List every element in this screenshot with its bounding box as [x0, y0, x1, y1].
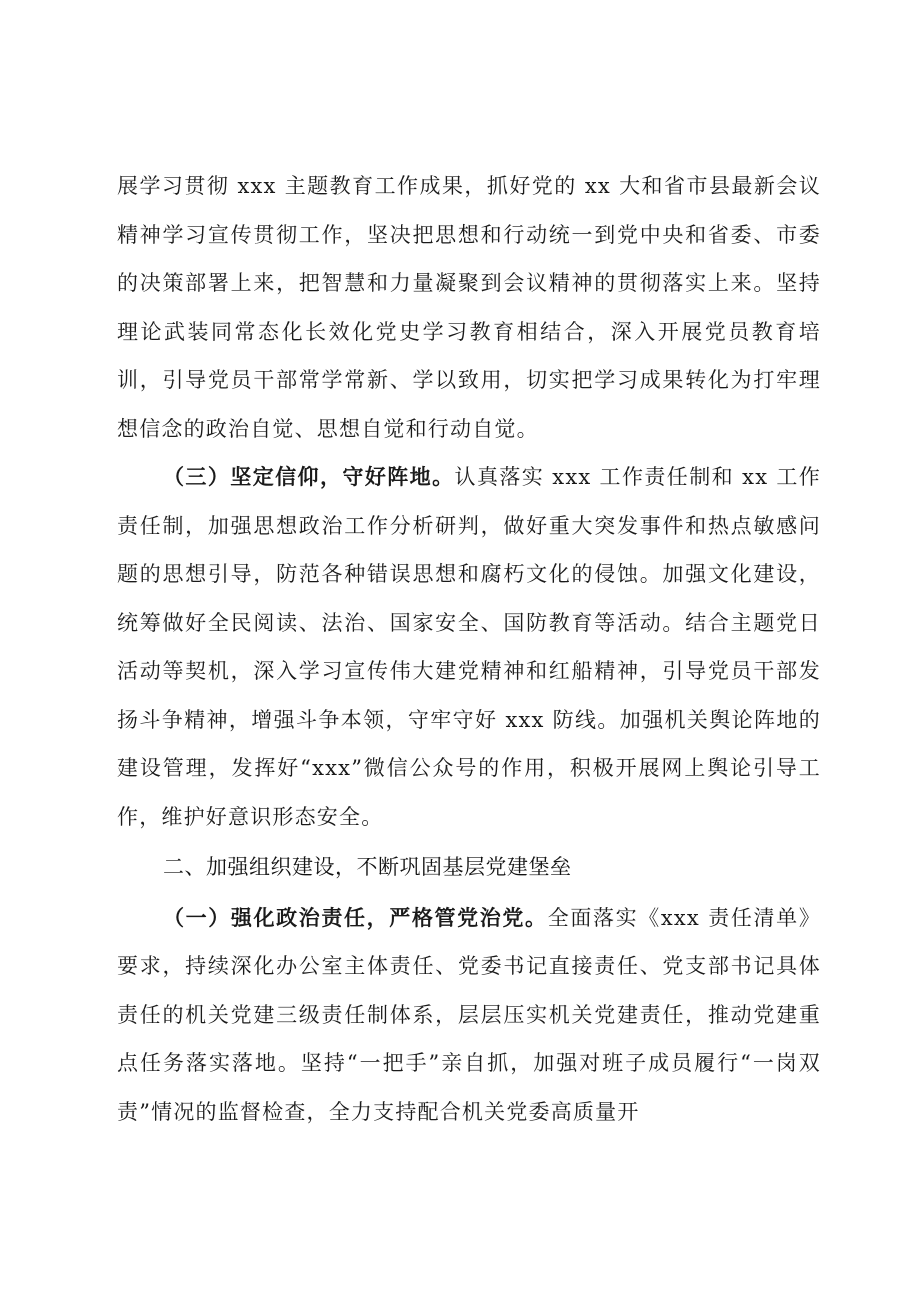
section-1-lead: （一）强化政治责任，严格管党治党。	[163, 904, 548, 930]
section-3-lead: （三）坚定信仰，守好阵地。	[163, 464, 455, 489]
heading-part-2: 二、加强组织建设，不断巩固基层党建堡垒	[163, 855, 572, 879]
section-3-body: 认真落实 xxx 工作责任制和 xx 工作责任制，加强思想政治工作分析研判，做好重大突发事件和热点敏感问题的思想引导，防范各种错误思想和腐朽文化的侵蚀。加强文化建设，统筹做好全民阅读、法治、国家安全、国防教育等活动。结合主题党日活动等契机，深入学习宣传伟大建党精神和红船精神，引导党员干部发扬斗争精神，增强斗争本领，守牢守好 xxx 防线。加强机关舆论阵地的建设管理，发挥好“xxx”微信公众号的作用，积极开展网上舆论引导工作，维护好意识形态安全。	[117, 465, 821, 829]
paragraph-section-3	[117, 453, 821, 841]
paragraph-continuation: 展学习贯彻 xxx 主题教育工作成果，抓好党的 xx 大和省市县最新会议精神学习宣传贯彻工作，坚决把思想和行动统一到党中央和省委、市委的决策部署上来，把智慧和力量凝聚到会议精神的贯彻落实上来。坚持理论武装同常态化长效化党史学习教育相结合，深入开展党员教育培训，引导党员干部常学常新、学以致用，切实把学习成果转化为打牢理想信念的政治自觉、思想自觉和行动自觉。	[117, 174, 821, 441]
section-1-body: 全面落实《xxx 责任清单》要求，持续深化办公室主体责任、党委书记直接责任、党支部书记具体责任的机关党建三级责任制体系，层层压实机关党建责任，推动党建重点任务落实落地。坚持“一把手”亲自抓，加强对班子成员履行“一岗双责”情况的监督检查，全力支持配合机关党委高质量开	[117, 905, 821, 1124]
paragraph-section-1	[117, 894, 821, 1137]
document-body	[117, 162, 821, 1136]
